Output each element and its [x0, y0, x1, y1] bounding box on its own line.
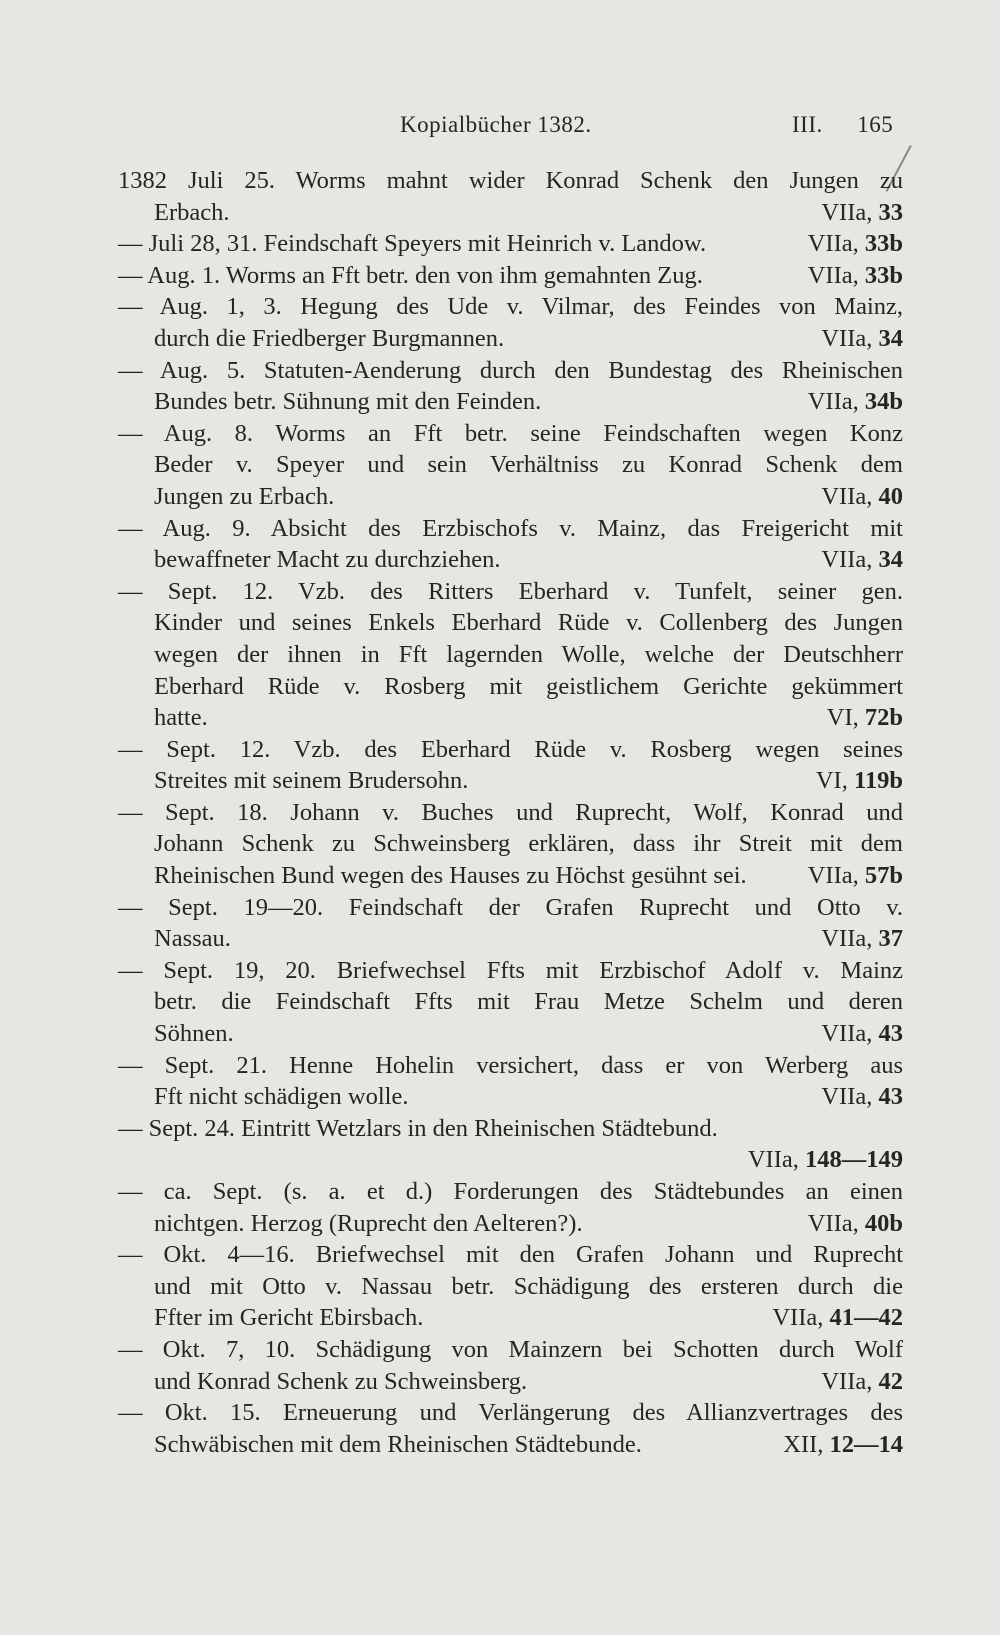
entry-line: — Sept. 21. Henne Hohelin versichert, dass er von Werberg aus — [118, 1051, 903, 1079]
entry-text: Schwäbischen mit dem Rheinischen Städtebunde. — [154, 1430, 642, 1458]
register-entry — [118, 1397, 903, 1460]
entry-line — [118, 228, 903, 260]
entry-text: — Aug. 1. Worms an Fft betr. den von ihm gemahnten Zug. — [118, 261, 703, 289]
archive-reference — [827, 702, 903, 734]
register-entry — [118, 955, 903, 1050]
entry-last-line — [118, 1018, 903, 1050]
entry-last-line — [118, 386, 903, 418]
archive-reference — [748, 1144, 903, 1176]
entry-reference-line — [118, 1144, 903, 1176]
archive-reference — [821, 1366, 903, 1398]
entry-text: durch die Friedberger Burgmannen. — [154, 324, 505, 352]
register-entry — [118, 355, 903, 418]
reference-folio: 37 — [878, 925, 903, 953]
register-entry — [118, 892, 903, 955]
reference-folio: 57b — [864, 862, 903, 890]
entry-last-line — [118, 923, 903, 955]
reference-volume: VIIa, — [807, 862, 865, 890]
entry-line: — Sept. 19—20. Feindschaft der Grafen Ruprecht und Otto v. — [118, 893, 903, 921]
entry-line: Kinder und seines Enkels Eberhard Rüde v. Collenberg des Jungen — [154, 609, 903, 637]
reference-folio: 43 — [878, 1083, 903, 1111]
header-section: III. — [792, 112, 823, 137]
reference-volume: VI, — [815, 767, 854, 795]
register-entry — [118, 260, 903, 292]
register-entry — [118, 1050, 903, 1113]
entry-text: und Konrad Schenk zu Schweinsberg. — [154, 1367, 528, 1395]
reference-folio: 42 — [878, 1367, 903, 1395]
archive-reference — [821, 197, 903, 229]
entry-line: — Sept. 12. Vzb. des Eberhard Rüde v. Rosberg wegen seines — [118, 735, 903, 763]
header-page: 165 — [857, 112, 894, 137]
entry-line: — Aug. 1, 3. Hegung des Ude v. Vilmar, des Feindes von Mainz, — [118, 293, 903, 321]
entry-line: — Sept. 12. Vzb. des Ritters Eberhard v. Tunfelt, seiner gen. — [118, 577, 903, 605]
register-entries — [118, 165, 903, 1460]
reference-volume: VIIa, — [821, 546, 879, 574]
archive-reference — [821, 1081, 903, 1113]
reference-volume: VIIa, — [821, 1367, 879, 1395]
register-entry — [118, 1334, 903, 1397]
archive-reference — [808, 1208, 903, 1240]
reference-volume: VIIa, — [772, 1304, 830, 1332]
entry-last-line — [118, 702, 903, 734]
entry-text: Söhnen. — [154, 1020, 234, 1048]
archive-reference — [821, 481, 903, 513]
reference-folio: 33 — [878, 198, 903, 226]
register-entry — [118, 734, 903, 797]
reference-volume: VI, — [826, 704, 865, 732]
archive-reference — [783, 1429, 903, 1461]
entry-text: — Sept. 24. Eintritt Wetzlars in den Rheinischen Städtebund. — [118, 1114, 718, 1142]
header-title: Kopialbücher 1382. — [400, 112, 592, 137]
entry-line: Beder v. Speyer und sein Verhältniss zu Konrad Schenk dem — [154, 451, 903, 479]
archive-reference — [772, 1302, 903, 1334]
entry-line: 1382 Juli 25. Worms mahnt wider Konrad Schenk den Jungen zu — [118, 167, 903, 194]
reference-folio: 33b — [864, 261, 903, 289]
reference-volume: VIIa, — [821, 925, 879, 953]
reference-volume: XII, — [783, 1430, 830, 1458]
entry-text: nichtgen. Herzog (Ruprecht den Aelteren?). — [154, 1209, 583, 1237]
reference-folio: 34b — [864, 388, 903, 416]
running-header — [120, 112, 910, 146]
entry-line: — Okt. 15. Erneuerung und Verlängerung des Allianzvertrages des — [118, 1399, 903, 1427]
archive-reference — [821, 544, 903, 576]
entry-line: betr. die Feindschaft Ffts mit Frau Metze Schelm und deren — [154, 988, 903, 1016]
entry-line: und mit Otto v. Nassau betr. Schädigung des ersteren durch die — [154, 1272, 903, 1300]
entry-text: Jungen zu Erbach. — [154, 482, 335, 510]
entry-line — [118, 260, 903, 292]
entry-last-line — [118, 1302, 903, 1334]
entry-text: hatte. — [154, 704, 208, 732]
register-entry — [118, 1239, 903, 1334]
header-page-number — [792, 112, 893, 138]
register-entry — [118, 576, 903, 734]
register-entry — [118, 418, 903, 513]
archive-reference — [816, 765, 903, 797]
entry-last-line — [118, 765, 903, 797]
entry-text: Erbach. — [154, 198, 230, 226]
reference-volume: VIIa, — [807, 261, 865, 289]
reference-folio: 72b — [864, 704, 903, 732]
reference-volume: VIIa, — [821, 482, 879, 510]
entry-last-line — [118, 1429, 903, 1461]
entry-line: — Aug. 5. Statuten-Aenderung durch den Bundestag des Rheinischen — [118, 356, 903, 384]
archive-reference — [821, 1018, 903, 1050]
entry-line: — Okt. 7, 10. Schädigung von Mainzern bei Schotten durch Wolf — [118, 1335, 903, 1363]
entry-last-line — [118, 323, 903, 355]
reference-folio: 41—42 — [829, 1304, 903, 1332]
entry-last-line — [118, 481, 903, 513]
reference-volume: VIIa, — [821, 198, 879, 226]
register-entry — [118, 228, 903, 260]
archive-reference — [808, 228, 903, 260]
reference-folio: 40 — [878, 482, 903, 510]
archive-reference — [821, 323, 903, 355]
reference-folio: 12—14 — [829, 1430, 903, 1458]
entry-line: Eberhard Rüde v. Rosberg mit geistlichem Gerichte gekümmert — [154, 672, 903, 700]
register-entry — [118, 797, 903, 892]
entry-last-line — [118, 860, 903, 892]
reference-folio: 33b — [864, 230, 903, 258]
reference-volume: VIIa, — [747, 1146, 805, 1174]
entry-text: Nassau. — [154, 925, 231, 953]
entry-text: Streites mit seinem Brudersohn. — [154, 767, 469, 795]
archive-reference — [821, 923, 903, 955]
entry-line: — Sept. 19, 20. Briefwechsel Ffts mit Erzbischof Adolf v. Mainz — [118, 956, 903, 984]
register-entry — [118, 165, 903, 228]
reference-folio: 119b — [853, 767, 903, 795]
reference-volume: VIIa, — [807, 230, 865, 258]
entry-last-line — [118, 1208, 903, 1240]
entry-last-line — [118, 544, 903, 576]
entry-line: — Sept. 18. Johann v. Buches und Ruprecht, Wolf, Konrad und — [118, 798, 903, 826]
archive-reference — [808, 860, 903, 892]
entry-last-line — [118, 1081, 903, 1113]
entry-line — [118, 1113, 903, 1145]
entry-text: Bundes betr. Sühnung mit den Feinden. — [154, 388, 542, 416]
entry-line: — ca. Sept. (s. a. et d.) Forderungen des Städtebundes an einen — [118, 1178, 903, 1205]
entry-text: Ffter im Gericht Ebirsbach. — [154, 1304, 424, 1332]
reference-folio: 148—149 — [805, 1146, 903, 1174]
entry-text: bewaffneter Macht zu durchziehen. — [154, 546, 501, 574]
reference-volume: VIIa, — [821, 1083, 879, 1111]
register-entry — [118, 1113, 903, 1176]
archive-reference — [808, 386, 903, 418]
reference-folio: 40b — [864, 1209, 903, 1237]
entry-last-line — [118, 197, 903, 229]
entry-text: Rheinischen Bund wegen des Hauses zu Höchst gesühnt sei. — [154, 862, 747, 890]
entry-line: Johann Schenk zu Schweinsberg erklären, dass ihr Streit mit dem — [154, 830, 903, 858]
reference-folio: 34 — [878, 324, 903, 352]
entry-line: — Okt. 4—16. Briefwechsel mit den Grafen Johann und Ruprecht — [118, 1241, 903, 1269]
reference-volume: VIIa, — [821, 1020, 879, 1048]
reference-folio: 43 — [878, 1020, 903, 1048]
register-entry — [118, 513, 903, 576]
entry-line: — Aug. 8. Worms an Fft betr. seine Feindschaften wegen Konz — [118, 419, 903, 447]
entry-line: wegen der ihnen in Fft lagernden Wolle, welche der Deutschherr — [154, 640, 903, 668]
archive-reference — [808, 260, 903, 292]
reference-volume: VIIa, — [821, 324, 879, 352]
entry-text: Fft nicht schädigen wolle. — [154, 1083, 409, 1111]
register-entry — [118, 291, 903, 354]
reference-volume: VIIa, — [807, 388, 865, 416]
reference-volume: VIIa, — [807, 1209, 865, 1237]
entry-line: — Aug. 9. Absicht des Erzbischofs v. Mainz, das Freigericht mit — [118, 514, 903, 542]
reference-folio: 34 — [878, 546, 903, 574]
register-entry — [118, 1176, 903, 1239]
entry-text: — Juli 28, 31. Feindschaft Speyers mit Heinrich v. Landow. — [118, 230, 707, 258]
entry-last-line — [118, 1366, 903, 1398]
